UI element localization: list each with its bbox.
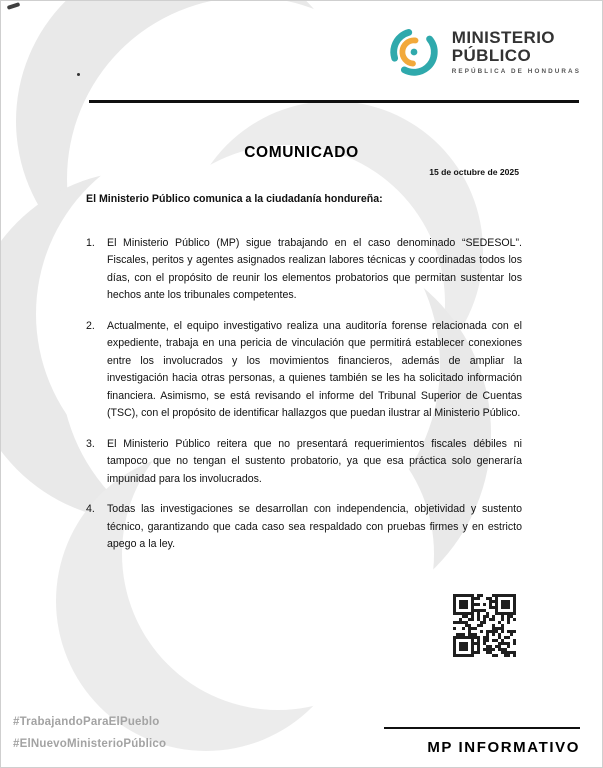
org-text-block [452, 29, 581, 75]
item-text: Todas las investigaciones se desarrollan con independencia, objetividad y sustento técnico, garantizando que cada caso sea respaldado con pruebas firmes y en estricto apego a la ley. [107, 503, 522, 551]
org-subtitle: REPÚBLICA DE HONDURAS [451, 67, 581, 75]
qr-grid [453, 594, 516, 657]
list-item [86, 501, 522, 553]
header-rule [89, 100, 579, 103]
hashtag-trabajando-para-el-pueblo: #TrabajandoParaElPueblo [13, 716, 160, 729]
item-number: 3. [86, 437, 95, 450]
scan-artifact-dot [77, 73, 80, 76]
org-name-line1: MINISTERIO [451, 28, 555, 48]
mp-informativo-brand: MP INFORMATIVO [427, 739, 580, 756]
numbered-list [86, 235, 522, 567]
footer-hashtags [13, 712, 166, 755]
footer-rule [384, 727, 580, 729]
item-text: El Ministerio Público reitera que no presentará requerimientos fiscales débiles ni tampoco que no tengan el sustento probatorio, ya que esa práctica solo generaría impunidad para los involucrados. [107, 437, 522, 485]
item-number: 4. [86, 503, 95, 516]
ministerio-publico-emblem-icon [385, 23, 443, 81]
list-item [86, 318, 522, 423]
page-content [1, 1, 602, 767]
item-number: 2. [86, 319, 95, 332]
item-number: 1. [86, 237, 95, 249]
scan-artifact-mark [7, 2, 21, 10]
item-text: Actualmente, el equipo investigativo realiza una auditoría forense relacionada con el expediente, trabaja en una pericia de vinculación que permitirá establecer conexiones entre los involucrados y los movimientos financieros, además de ampliar la investigación hacia otras personas, a quienes también se les ha solicitado información financiera. Asimismo, se está revisando el informe del Tribunal Superior de Cuentas (TSC), con el propósito de identificar hallazgos que puedan ilustrar al Ministerio Público. [107, 319, 522, 420]
document-date: 15 de octubre de 2025 [429, 167, 519, 177]
list-item [86, 235, 522, 305]
hashtag-el-nuevo-ministerio-publico: #ElNuevoMinisterioPúblico [13, 737, 167, 750]
intro-line: El Ministerio Público comunica a la ciudadanía hondureña: [86, 193, 383, 205]
qr-code [451, 592, 518, 659]
item-text: El Ministerio Público (MP) sigue trabajando en el caso denominado “SEDESOL”. Fiscales, peritos y agentes asignados realizan labores técnicas y coordinadas todos los días, con el propósito de reunir los elementos probatorios que permitan sustentar los hechos ante los tribunales competentes. [107, 237, 522, 302]
page-title: COMUNICADO [244, 144, 359, 161]
org-name-line2: PÚBLICO [451, 46, 532, 65]
list-item [86, 436, 522, 488]
ministerio-publico-logo [385, 23, 581, 81]
